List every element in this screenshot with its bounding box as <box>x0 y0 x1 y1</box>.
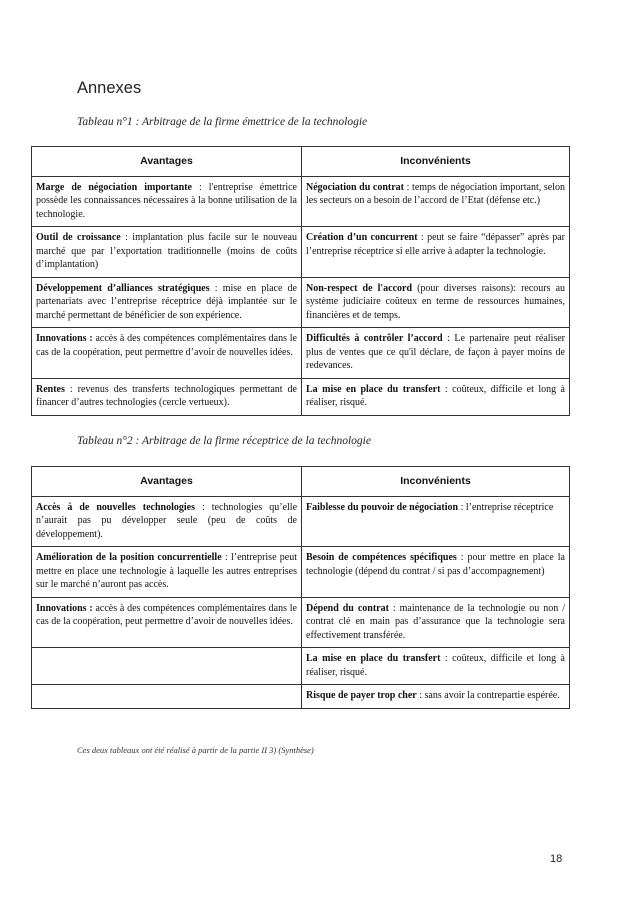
disadvantage-text: : l’entreprise réceptrice <box>458 501 554 513</box>
table-row <box>32 378 570 415</box>
disadvantage-text: : maintenance de la technologie ou non / contrat clé en main pas d’assurance que la technologie sera effectivement transférée. <box>306 602 566 641</box>
disadvantage-term: Dépend du contrat <box>306 602 389 614</box>
advantage-term: Développement d’alliances stratégiques <box>36 282 210 294</box>
table-row <box>32 597 570 648</box>
table2 <box>31 466 570 709</box>
advantage-term: Outil de croissance <box>36 232 121 243</box>
page-title: Annexes <box>77 79 142 97</box>
table-row <box>32 547 570 598</box>
advantage-term: Innovations : <box>36 602 93 614</box>
table2-col-advantages: Avantages <box>32 467 302 497</box>
table-row <box>32 496 570 547</box>
disadvantage-cell <box>302 328 570 379</box>
table-row <box>32 176 570 227</box>
disadvantage-text: : sans avoir la contrepartie espérée. <box>416 690 560 701</box>
disadvantage-term: Négociation du contrat <box>306 181 405 193</box>
disadvantage-cell <box>302 378 570 415</box>
table-row <box>32 328 570 379</box>
advantage-term: Innovations : <box>36 333 93 344</box>
disadvantage-text: : coûteux, difficile et long à réaliser, risqué. <box>306 653 565 678</box>
advantage-cell <box>32 547 302 598</box>
advantage-text: : mise en place de partenariats avec l’entreprise réceptrice déjà implantée sur le marché permettant de bénéficier de son expérience. <box>36 282 297 321</box>
advantage-term: Amélioration de la position concurrentielle <box>36 552 222 563</box>
disadvantage-term: Risque de payer trop cher <box>306 690 417 701</box>
advantage-cell <box>32 597 302 648</box>
table1 <box>31 146 570 416</box>
disadvantage-term: La mise en place du transfert <box>306 653 441 664</box>
table1-col-disadvantages: Inconvénients <box>302 147 570 177</box>
disadvantage-cell <box>302 648 570 685</box>
disadvantage-text: : temps de négociation important, selon les secteurs on a besoin de l’accord de l’Etat (défense etc.) <box>306 181 565 206</box>
advantage-cell-empty <box>32 685 302 709</box>
table-row <box>32 227 570 278</box>
source-footnote: Ces deux tableaux ont été réalisé à partir de la partie II 3) (Synthèse) <box>77 745 314 755</box>
table2-col-disadvantages: Inconvénients <box>302 467 570 497</box>
table2-caption: Tableau n°2 : Arbitrage de la firme réceptrice de la technologie <box>77 435 371 447</box>
disadvantage-cell <box>302 176 570 227</box>
disadvantage-text: : peut se faire “dépasser” après par l’entreprise réceptrice si elle arrive à adapter la technologie. <box>306 232 565 257</box>
table1-col-advantages: Avantages <box>32 147 302 177</box>
advantage-cell <box>32 227 302 278</box>
disadvantage-term: Création d’un concurrent <box>306 232 418 243</box>
advantage-term: Rentes <box>36 383 65 395</box>
disadvantage-cell <box>302 496 570 547</box>
disadvantage-text: : coûteux, difficile et long à réaliser, risqué. <box>306 383 565 408</box>
advantage-text: : technologies qu’elle n’aurait pas pu développer seule (peu de coûts de développement). <box>36 501 298 540</box>
advantage-text: : implantation plus facile sur le nouveau marché que par l’exportation traditionnelle (moins de coûts d’implantation) <box>36 232 297 270</box>
advantage-cell <box>32 378 302 415</box>
disadvantage-term: Non-respect de l'accord <box>306 282 413 294</box>
advantage-cell <box>32 176 302 227</box>
disadvantage-cell <box>302 685 570 709</box>
advantage-cell <box>32 496 302 547</box>
disadvantage-term: Difficultés à contrôler l’accord <box>306 333 443 344</box>
page-number: 18 <box>550 853 563 865</box>
table1-header-row <box>32 147 570 177</box>
table2-header-row <box>32 467 570 497</box>
disadvantage-cell <box>302 597 570 648</box>
table-row <box>32 648 570 685</box>
table-row <box>32 277 570 328</box>
table1-caption: Tableau n°1 : Arbitrage de la firme émettrice de la technologie <box>77 116 368 128</box>
advantage-cell <box>32 277 302 328</box>
advantage-term: Marge de négociation importante <box>36 181 192 193</box>
disadvantage-text: (pour diverses raisons): recours au système judiciaire coûteux en terme de ressources humaines, financières et de temps. <box>306 282 566 321</box>
table-row <box>32 685 570 709</box>
advantage-cell-empty <box>32 648 302 685</box>
disadvantage-term: La mise en place du transfert <box>306 383 441 395</box>
disadvantage-text: : Le partenaire peut réaliser plus de ventes que ce qu'il déclare, de façon à payer moins de redevances. <box>306 333 566 371</box>
advantage-term: Accès à de nouvelles technologies <box>36 501 195 513</box>
advantage-text: : revenus des transferts technologiques permettant de financer d’autres technologies (cercle vertueux). <box>36 383 297 408</box>
disadvantage-cell <box>302 227 570 278</box>
disadvantage-cell <box>302 547 570 598</box>
advantage-text: : l'entreprise émettrice possède les connaissances nécessaires à la bonne utilisation de la technologie. <box>36 181 297 220</box>
disadvantage-text: : pour mettre en place la technologie (dépend du contrat / si pas d’accompagnement) <box>306 552 565 577</box>
advantage-cell <box>32 328 302 379</box>
disadvantage-term: Besoin de compétences spécifiques <box>306 552 457 563</box>
advantage-text: : l’entreprise peut mettre en place une technologie à laquelle les autres entreprises sur le marché n’auront pas accès. <box>36 552 297 590</box>
advantage-text: accès à des compétences complémentaires dans le cas de la coopération, peut permettre d’avoir de nouvelles idées. <box>36 333 297 358</box>
advantage-text: accès à des compétences complémentaires dans le cas de la coopération, peut permettre d’avoir de nouvelles idées. <box>36 602 297 627</box>
disadvantage-term: Faiblesse du pouvoir de négociation <box>306 501 459 513</box>
disadvantage-cell <box>302 277 570 328</box>
